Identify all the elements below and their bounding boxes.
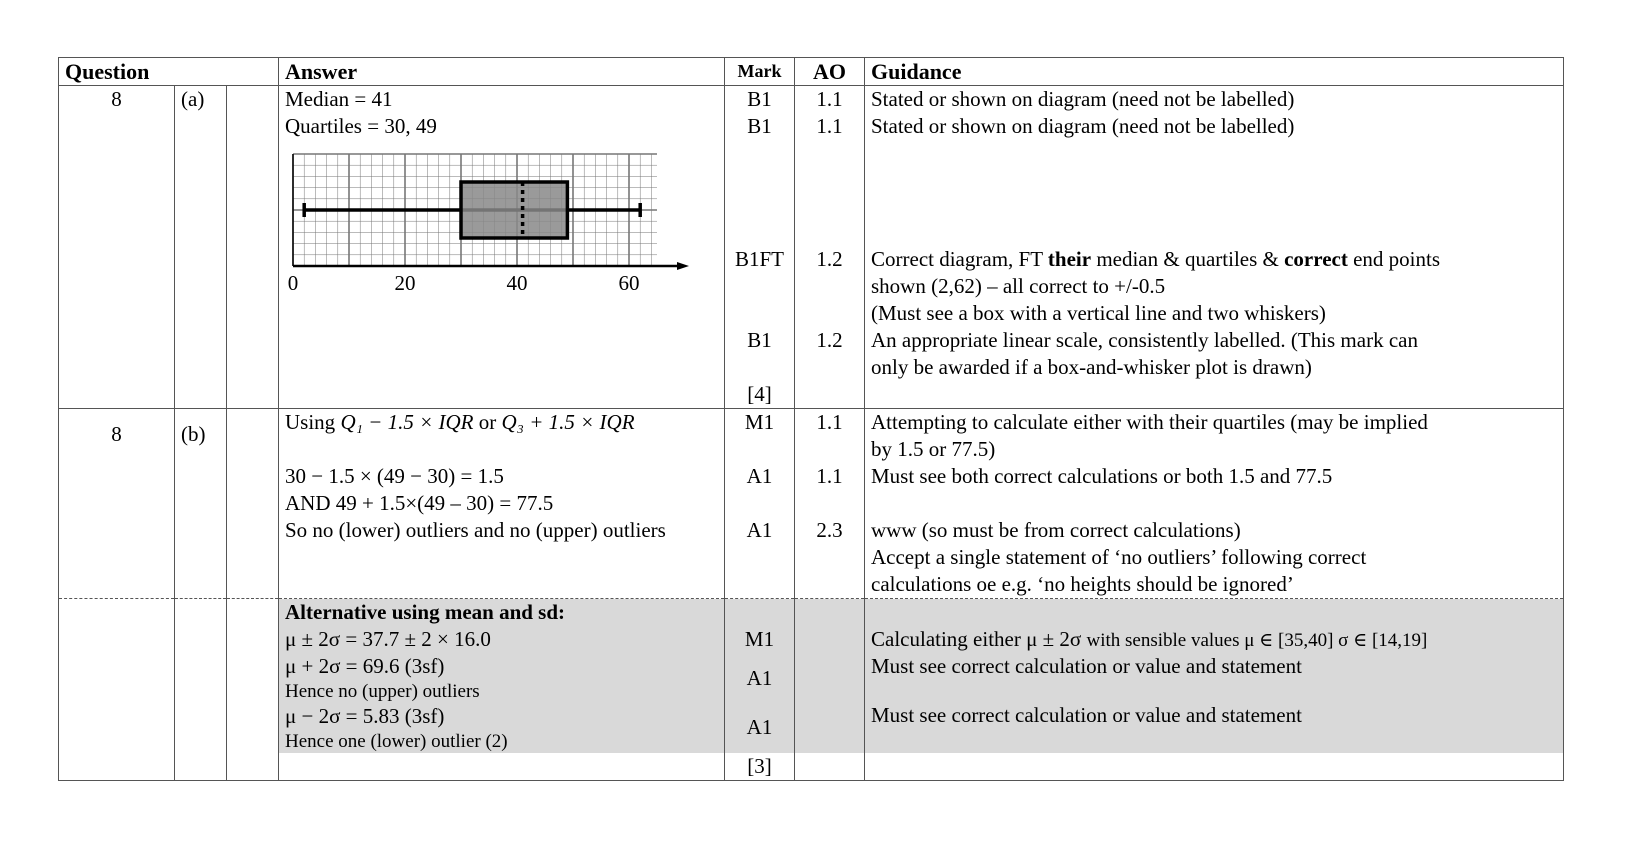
ao-cell [795,86,865,409]
guidance-diagram-mid: median & quartiles & [1091,247,1285,271]
row-alternative [59,599,1564,781]
alt-part [175,599,227,781]
mark-b1-scale: B1 [747,328,772,352]
alt-line2: μ + 2σ = 69.6 (3sf) [285,654,445,678]
guidance-b-line3: Must see both correct calculations or both 1.5 and 77.5 [871,464,1333,488]
ao-median: 1.1 [816,87,843,111]
answer-using-or: or [478,410,497,434]
guidance-diagram-line2: shown (2,62) – all correct to +/-0.5 [871,274,1166,298]
guidance-scale-line2: only be awarded if a box-and-whisker plot is drawn) [871,355,1312,379]
answer-using-label: Using [285,410,336,434]
answer-using-expr2: Q₃ + 1.5 × IQR [501,410,635,434]
guidance-diagram-line1 [871,246,1557,273]
ao-diagram: 1.2 [816,247,843,271]
guidance-diagram-line3: (Must see a box with a vertical line and two whiskers) [871,301,1326,325]
header-question: Question [59,58,279,86]
guidance-diagram-their: their [1047,247,1092,271]
alt-title: Alternative using mean and sd: [285,600,566,624]
ao-a1-b1: 1.1 [816,464,843,488]
answer-median: Median = 41 [285,87,393,111]
alt-guidance-calc-pre: Calculating either μ ± 2σ [871,627,1087,651]
alt-line5: Hence one (lower) outlier (2) [285,731,508,752]
alt-mark-a1-1: A1 [746,666,773,690]
x-axis-arrow [677,262,689,270]
guidance-b-line4: www (so must be from correct calculations) [871,518,1241,542]
guidance-diagram-correct: correct [1284,247,1348,271]
header-guidance: Guidance [865,58,1564,86]
mark-b1ft-diagram: B1FT [734,247,784,271]
question-number-b: 8 [59,409,175,599]
alt-ao-cell [795,599,865,781]
box-plot [287,150,718,300]
question-subpart-b [227,409,279,599]
mark-b1-median: B1 [747,87,772,111]
answer-using [285,409,718,436]
alt-mark-a1-2: A1 [746,715,773,739]
answer-upper-calc: AND 49 + 1.5×(49 – 30) = 77.5 [285,491,554,515]
alt-subpart [227,599,279,781]
alt-mark-cell [725,599,795,781]
header-row [59,58,1564,86]
box-iqr [461,182,567,238]
guidance-diagram-pre: Correct diagram, FT [871,247,1048,271]
mark-a1-b2: A1 [746,518,773,542]
guidance-median: Stated or shown on diagram (need not be labelled) [871,87,1295,111]
mark-cell-b [725,409,795,599]
answer-lower-calc: 30 − 1.5 × (49 − 30) = 1.5 [285,464,504,488]
alt-mark-total: [3] [747,754,772,778]
alt-question [59,599,175,781]
mark-total-a: [4] [747,382,772,406]
alt-mark-m1: M1 [744,627,775,651]
x-tick-label: 40 [506,271,528,295]
alt-answer-cell [279,599,725,781]
x-tick-label: 0 [287,271,299,295]
guidance-diagram-post: end points [1347,247,1440,271]
guidance-b-line6: calculations oe e.g. ‘no heights should be ignored’ [871,572,1294,596]
answer-cell-b [279,409,725,599]
mark-m1-b: M1 [744,410,775,434]
alt-guidance-lower: Must see correct calculation or value and statement [871,703,1302,727]
alt-guidance-calc-small: with sensible values μ ∈ [35,40] σ ∈ [14,19] [1086,630,1428,651]
mark-scheme-table [58,57,1564,781]
question-number: 8 [59,86,175,409]
guidance-cell [865,86,1564,409]
answer-using-expr1: Q₁ − 1.5 × IQR [340,410,474,434]
guidance-cell-b [865,409,1564,599]
x-tick-label: 20 [394,271,416,295]
alt-line4: μ − 2σ = 5.83 (3sf) [285,704,445,728]
answer-conclusion: So no (lower) outliers and no (upper) outliers [285,518,666,542]
alt-guidance-upper: Must see correct calculation or value and statement [871,654,1302,678]
ao-a1-b2: 2.3 [816,518,843,542]
header-answer: Answer [279,58,725,86]
guidance-b-line5: Accept a single statement of ‘no outliers’ following correct [871,545,1367,569]
x-tick-label: 60 [618,271,640,295]
guidance-quartiles: Stated or shown on diagram (need not be labelled) [871,114,1295,138]
guidance-b-line2: by 1.5 or 77.5) [871,437,996,461]
row-8b [59,409,1564,599]
mark-b1-quartiles: B1 [747,114,772,138]
alt-line3: Hence no (upper) outliers [285,681,480,702]
alt-line1: μ ± 2σ = 37.7 ± 2 × 16.0 [285,627,491,651]
header-ao: AO [795,58,865,86]
guidance-b-line1: Attempting to calculate either with their quartiles (may be implied [871,410,1428,434]
question-subpart [227,86,279,409]
mark-cell [725,86,795,409]
answer-cell [279,86,725,409]
ao-cell-b [795,409,865,599]
guidance-scale-line1: An appropriate linear scale, consistently labelled. (This mark can [871,328,1418,352]
ao-m1-b: 1.1 [816,410,843,434]
alt-guidance-calc [871,626,1557,653]
question-part: (a) [175,86,227,409]
question-part-b: (b) [175,409,227,599]
alt-guidance-cell [865,599,1564,781]
row-8a [59,86,1564,409]
header-mark: Mark [725,58,795,86]
ao-quartiles: 1.1 [816,114,843,138]
ao-scale: 1.2 [816,328,843,352]
mark-a1-b1: A1 [746,464,773,488]
box-plot-svg [287,150,707,300]
answer-quartiles: Quartiles = 30, 49 [285,114,437,138]
